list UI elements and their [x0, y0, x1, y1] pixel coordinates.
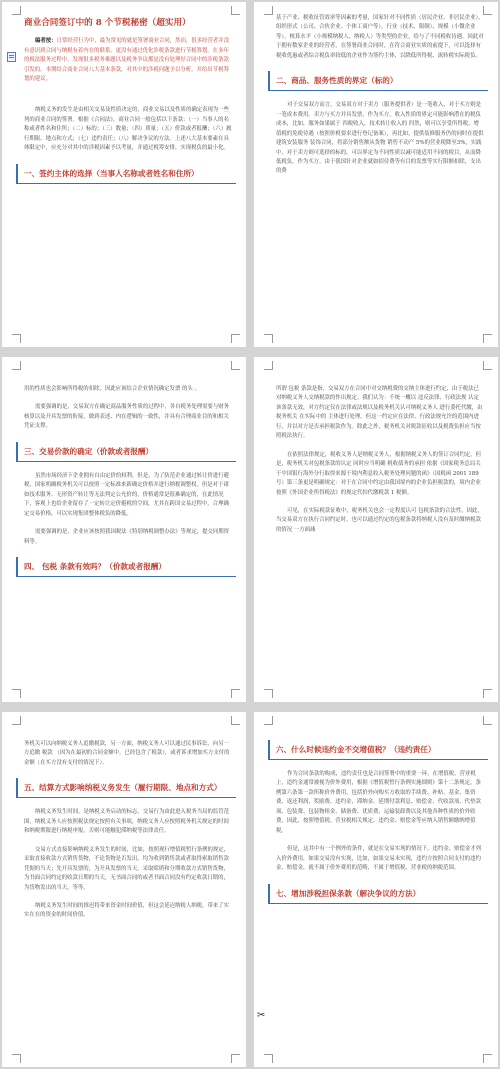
comment-icon[interactable]	[7, 52, 16, 62]
crop-mark	[264, 716, 273, 725]
document-page-2	[254, 2, 498, 347]
body-paragraph: 基于产业、税收征管效率等因素的考量，国家针对不同性质（居民企业、非居民企业），组织形式（公司、合伙企业、个体工商户等），行业（技术、限制）、规模（小微企业等），核算水平（小规模纳税人、纳税人）等类型的企业，给与了不同税收待遇。因此对于拥有数家企业的经营者，在签署商业合同时，在符合商业实质的前提下，可以选择有税收优惠或者综合税负率较低的企业作为签约主体，以降低所得税、流转税实际税负。	[276, 15, 484, 59]
crop-mark	[483, 6, 492, 15]
section-heading-4: 四、 包税 条款有效吗？（价款或者报酬）	[16, 557, 236, 577]
crop-mark	[264, 1054, 273, 1063]
editor-text: 日常经营行为中，最为常见的就是签署商业合同，然而，很多经营者并没有意识到合同与纳税有着内在的联系，更没有通过优化涉税条款进行节税筹划。在多年的税法服务过程中，发现很多税务难题以及税务争议都是没有处理好合同中的涉税条款引发的。本期结合商业合同八大基本条款，对其中的涉税问题予以分析，并给出节税筹划的建议。	[24, 38, 230, 82]
body-paragraph: 作为合同条款的构成，违约责任也是合同签署中的重要一环，在增值税、营业税上，违约金通常被视为价外费用，根据《增值税暂行条例实施细则》第十二条规定，条例第六条第一款所称价外费用，包括价外向购买方收取的手续费、补贴、基金、集资费、返还利润、奖励费、违约金、滞纳金、延期付款利息、赔偿金、代收款项、代垫款项、包装费、包装物租金、储备费、优质费、运输装卸费以及其他各种性质的价外收费，因此，按照增值税、营业税相关规定，违约金、赔偿金等应纳入销售额缴纳增值税。	[276, 771, 481, 834]
section-heading-1: 一、签约主体的选择（当事人名称或者姓名和住所）	[16, 164, 236, 184]
body-paragraph: 但是，这其中有一个例外的条件，就是在交易实现的情况下，违约金、赔偿金才列入价外费用，如果交易没有实现，比如，如果交易未实现，违约方按照合同支付的违约金、赔偿金，就不属于价外费用的范畴，不属于增值税、营业税的纳税范围。	[276, 846, 482, 872]
section-heading-5: 五、结算方式影响纳税义务发生（履行期限、地点和方式）	[16, 778, 236, 798]
editor-label: 编者按：	[35, 38, 57, 45]
body-paragraph: 需要强调的是，企业应该按照我国税法《特别纳税调整办法》等规定，提交同期资料等。	[24, 529, 230, 545]
section-heading-2: 二、商品、服务性质的界定（标的）	[268, 71, 488, 91]
body-paragraph: 所谓 包税 条款是指，交易双方在合同中对交纳税费的交纳主体进行约定，由于税法已对纳税义务人交纳税款的作出规定。我们认为：不统一概以 违反法律、行政法规 认定该条款无效，对方约定仅在法律或法规以及税务机关认可纳税义务人 进行委托代缴，由税务机关 在实际中的 主体进行处理。但这一约定应在法律、行政法规允许的范围内进行，并以对方是否承担税款作为。除此之外，税务机关对税款征收以及税费负担应当按照税法执行。	[276, 386, 483, 440]
section-heading-7: 七、增加涉税担保条款（解决争议的方法）	[268, 884, 488, 904]
crop-mark	[483, 334, 492, 343]
crop-mark	[264, 6, 273, 15]
crop-mark	[483, 1054, 492, 1063]
body-paragraph: 交易方式直接影响纳税义务发生的时间，比如，按照现行增值税暂行条例的规定，采取直接收款方式销售货物，不论货物是否发出，均为收到销售款或者取得索取销售款凭据的当天；先开具发票的，为开具发票的当天。采取赊销和分期收款方式销售货物，为书面合同约定的收款日期的当天，无书面合同的或者书面合同没有约定收款日期的，为货物发出的当天，等等。	[24, 846, 230, 891]
crop-mark	[483, 361, 492, 370]
document-title: 商业合同签订中的 8 个节税秘密（超实用）	[24, 18, 191, 28]
body-paragraph: 在依照法律规定，税收义务人是纳税义务人，根据纳税义务人的签订合同约定。但是，税务机关对包税条款的认定 同时应当明确 税收债务的承担 依据《国家税务总局关于中国银行海外分行取得来源于境内利息收入税务处理问题的函》（国税函 2001 189号）第三条更是明确规定：对于在合同中约定由我国境内的企业负担税款的，境内企业按照《外国企业所得税法》的规定代扣代缴税款 1 税额。	[276, 451, 482, 496]
crop-mark	[264, 361, 273, 370]
body-paragraph: 务机关可以向纳税义务人追缴税款，另一方面，纳税义务人可以通过民事诉讼，向另一方追缴 税款 （因为在最初的合同金额中，已经包含了税款），或者诉求增加买方支付的金额（在买方没有支付的情况下）。	[24, 741, 230, 766]
document-page-1	[2, 2, 246, 347]
document-page-4	[254, 357, 498, 702]
editor-note	[24, 37, 232, 84]
crop-mark	[12, 334, 21, 343]
body-paragraph: 可见，在实际税款征收中，税务机关也会一定程度认可 包税条款的合法性，因此，当交易双方在执行合同约定时，也可以通过约定的包税条款将纳税人没有及时缴纳税款的情况 一方面减	[276, 507, 483, 533]
crop-mark	[12, 1054, 21, 1063]
crop-mark	[231, 716, 240, 725]
section-heading-6: 六、什么时候违约金不交增值税？（违约责任）	[268, 740, 488, 760]
crop-mark	[231, 1054, 240, 1063]
crop-mark	[483, 689, 492, 698]
crop-mark	[264, 334, 273, 343]
crop-mark	[231, 361, 240, 370]
body-paragraph: 纳税义务发生时间的推迟将带来资金时间价值，但这会延迟纳税人纳税，带来了实实在在的资金的时间价值。	[24, 902, 230, 919]
body-paragraph: 纳税义务发生时间，是纳税义务启动的标志，交易行为由此进入税务当局的监管范围，纳税义务人应按照税法规定按照有关事项，纳税义务人应按照税务机关规定的时间和纳税期限进行纳税申报，否则可能触犯滞纳税等法律责任。	[24, 809, 230, 835]
body-paragraph: 纳税义务的发生是由相关交易及性质决定的，商业交易以及性质的确定表现为一些列的商业合同的签署。根据《合同法》，商业合同一般包括以下条款：（一）当事人的名称或者姓名和住所；（二）标的；（三）数量；（四）质量；（五）价款或者报酬；（六）履行期限、地点和方式；（七）违约责任；（八）解决争议的方法。上述八大基本要素在具体限定中，应充分对其中的涉税因素予以考量，并通过税筹安排，实现税负的最小化。	[24, 107, 232, 152]
crop-mark	[483, 716, 492, 725]
crop-mark	[12, 361, 21, 370]
crop-mark	[12, 716, 21, 725]
document-page-5	[2, 712, 246, 1067]
crop-mark	[231, 334, 240, 343]
body-paragraph: 需要强调的是，交易双方在确定商品服务性质的过程中，各自税务处理需要与财务核算以及开具发票的衔接，做到表述、内在逻辑的一致性，并具有合理商业目的和相关凭证支撑。	[24, 404, 230, 430]
crop-mark	[231, 6, 240, 15]
body-paragraph: 用的性质也会影响所得税的扣除，因此应该结合企业情况确定发票 的头 。	[24, 386, 200, 392]
document-page-3	[2, 357, 246, 702]
crop-mark	[12, 689, 21, 698]
crop-mark	[231, 689, 240, 698]
crop-mark	[12, 6, 21, 15]
document-page-6	[254, 712, 498, 1067]
crop-mark	[264, 689, 273, 698]
body-paragraph: 虽然市场经济下企业拥有自由定价的权利，但是，为了防范企业通过转让价进行避税，国家明确税务机关可以按照一定标准来新确定价格并进行纳税调整权。但是对于诸如技术服务、无形资产转让等无法判定公允价的，价格通常是很难确定的，在此情况下，客观上也给企业留存了一定转让定价避税的空间，尤其在跨国交易过程中，合理确定交易价格，可以实现集团整体税负的降低。	[24, 472, 230, 517]
body-paragraph: 对于交易双方而言，交易双方对于卖方（服务提供者）是一笔收入，对于买方则是一笔成本费用。卖方与买方并具发票，作为买方，收入性质的界定可能影响潜在的税负成本，比如，服务如果属于 四税收入，技术转让收入的 四然，则可以享受所得税、增值税的免税待遇（按照价税要求进行登记备案），再比如，提供装修服务仍的同时在提供建筑安装服务 装饰合同，将部分销售额从货物 销售不动产 5%的营业税降至3%，实践中，对于卖方则可选择的标的，可以界定为不同性质以减可能适用不同的税目，从而降低税负，作为买方，由于我国针对企业就如招待费等有目的发票等实行限额扣除，支出的费	[276, 102, 484, 175]
section-heading-3: 三、交易价款的确定（价款或者报酬）	[16, 442, 236, 462]
scissors-icon: ✂	[257, 1010, 266, 1021]
